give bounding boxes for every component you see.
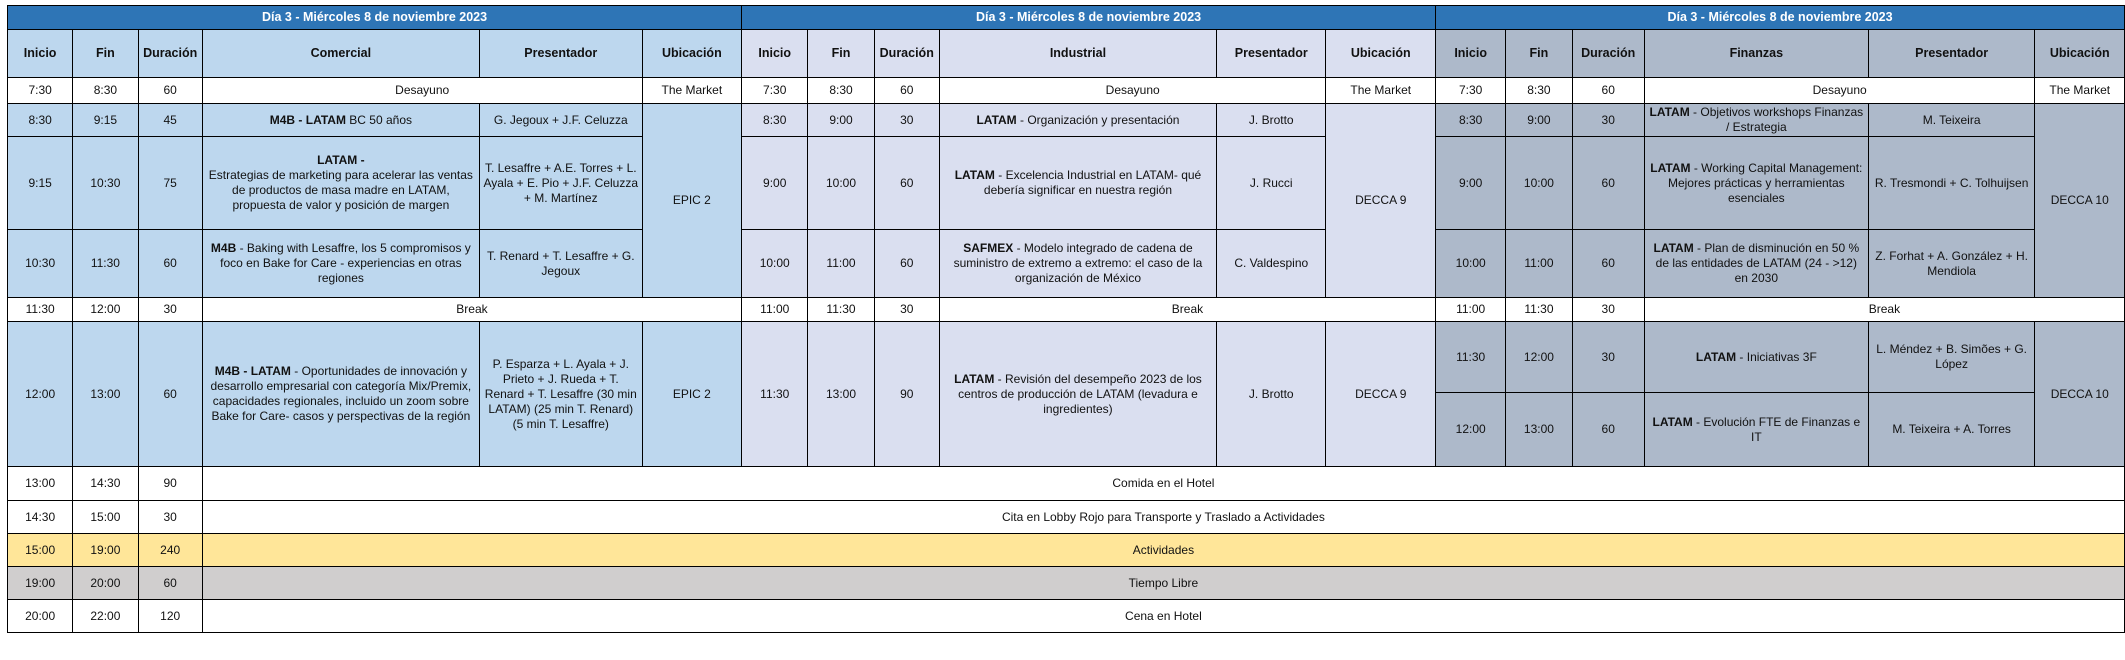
comercial-location: EPIC 2: [642, 104, 741, 298]
header-inicio: Inicio: [1436, 30, 1506, 78]
session-row: [8, 230, 2125, 298]
session-duration: 60: [138, 230, 202, 298]
actividades-start: 15:00: [8, 534, 73, 567]
break-end: 12:00: [73, 298, 138, 322]
desayuno-duration: 60: [138, 78, 202, 104]
session-start: 10:00: [1436, 230, 1506, 298]
topic-prefix: LATAM: [1695, 349, 1737, 364]
header-presentador: Presentador: [1868, 30, 2035, 78]
session-duration: 30: [1572, 322, 1644, 393]
desayuno-location: The Market: [1326, 78, 1436, 104]
header-fin: Fin: [73, 30, 138, 78]
topic-text: - Iniciativas 3F: [1736, 349, 1817, 364]
session-end: 10:00: [1506, 137, 1572, 230]
actividades-end: 19:00: [73, 534, 138, 567]
session-duration: 75: [138, 137, 202, 230]
comida-row: [8, 467, 2125, 501]
actividades-duration: 240: [138, 534, 202, 567]
session-topic: [939, 104, 1216, 137]
topic-prefix: M4B - LATAM: [214, 364, 291, 378]
topic-text: - Plan de disminución en 50 % de las entidades de LATAM (24 - >12) en 2030: [1655, 241, 1860, 285]
finanzas-location: DECCA 10: [2035, 322, 2125, 467]
header-duracion: Duración: [138, 30, 202, 78]
session-start: 11:30: [742, 322, 808, 467]
traslado-end: 15:00: [73, 501, 138, 534]
desayuno-label: Desayuno: [939, 78, 1326, 104]
session-end: 10:00: [808, 137, 874, 230]
traslado-duration: 30: [138, 501, 202, 534]
schedule-sheet: [7, 5, 2125, 633]
header-fin: Fin: [1506, 30, 1572, 78]
session-presenter: J. Brotto: [1217, 104, 1326, 137]
session-topic: [1644, 230, 1868, 298]
session-start: 8:30: [742, 104, 808, 137]
break-label: Break: [1644, 298, 2124, 322]
cena-end: 22:00: [73, 600, 138, 633]
session-end: 13:00: [808, 322, 874, 467]
session-duration: 30: [1572, 104, 1644, 137]
break-duration: 30: [1572, 298, 1644, 322]
session-presenter: J. Rucci: [1217, 137, 1326, 230]
session-topic: [939, 322, 1216, 467]
desayuno-start: 7:30: [1436, 78, 1506, 104]
desayuno-duration: 60: [874, 78, 939, 104]
session-duration: 60: [1572, 230, 1644, 298]
desayuno-row: [8, 78, 2125, 104]
header-inicio: Inicio: [742, 30, 808, 78]
cena-label: Cena en Hotel: [202, 600, 2124, 633]
traslado-start: 14:30: [8, 501, 73, 534]
header-fin: Fin: [808, 30, 874, 78]
session-duration: 60: [1572, 393, 1644, 467]
header-duracion: Duración: [874, 30, 939, 78]
topic-text: - Working Capital Management: Mejores prácticas y herramientas esenciales: [1667, 160, 1863, 205]
session-duration: 45: [138, 104, 202, 137]
topic-prefix: LATAM: [976, 112, 1017, 127]
break-duration: 30: [138, 298, 202, 322]
session-duration: 60: [1572, 137, 1644, 230]
session-start: 12:00: [8, 322, 73, 467]
desayuno-label: Desayuno: [202, 78, 642, 104]
topic-text: - Revisión del desempeño 2023 de los centros de producción de LATAM (levadura e ingredientes): [958, 371, 1202, 416]
header-finanzas: Finanzas: [1644, 30, 1868, 78]
topic-prefix: LATAM: [1650, 160, 1691, 175]
schedule-table: [7, 5, 2125, 633]
session-end: 9:15: [73, 104, 138, 137]
session-presenter: L. Méndez + B. Simões + G. López: [1868, 322, 2035, 393]
topic-text: Estrategias de marketing para acelerar las ventas de productos de masa madre en LATAM, propuesta de valor y posición de margen: [208, 168, 473, 212]
comida-end: 14:30: [73, 467, 138, 501]
break-label: Break: [939, 298, 1435, 322]
topic-text: - Excelencia Industrial en LATAM- qué debería significar en nuestra región: [983, 168, 1202, 197]
session-presenter: M. Teixeira + A. Torres: [1868, 393, 2035, 467]
topic-prefix: LATAM: [1649, 105, 1690, 119]
session-duration: 60: [138, 322, 202, 467]
desayuno-end: 8:30: [1506, 78, 1572, 104]
session-duration: 90: [874, 322, 939, 467]
session-end: 11:30: [73, 230, 138, 298]
topic-text: - Organización y presentación: [1016, 112, 1180, 127]
desayuno-start: 7:30: [742, 78, 808, 104]
tiempo-libre-end: 20:00: [73, 567, 138, 600]
comida-label: Comida en el Hotel: [202, 467, 2124, 501]
topic-prefix: LATAM: [954, 168, 995, 182]
topic-prefix: LATAM: [1652, 414, 1693, 429]
session-presenter: P. Esparza + L. Ayala + J. Prieto + J. Rueda + T. Renard + T. Lesaffre (30 min LATAM) (25 min T. Renard) (5 min T. Lesaffre): [479, 322, 642, 467]
actividades-label: Actividades: [202, 534, 2124, 567]
session-start: 8:30: [8, 104, 73, 137]
industrial-day-title: Día 3 - Miércoles 8 de noviembre 2023: [742, 6, 1436, 30]
topic-prefix: M4B: [210, 241, 237, 255]
session-start: 9:00: [742, 137, 808, 230]
session-start: 10:30: [8, 230, 73, 298]
topic-text: BC 50 años: [345, 112, 412, 127]
session-topic: [202, 322, 479, 467]
traslado-row: [8, 501, 2125, 534]
session-row: [8, 104, 2125, 137]
break-start: 11:30: [8, 298, 73, 322]
header-industrial: Industrial: [939, 30, 1216, 78]
header-presentador: Presentador: [1217, 30, 1326, 78]
header-ubicacion: Ubicación: [2035, 30, 2125, 78]
session-topic: [939, 137, 1216, 230]
session-end: 11:00: [1506, 230, 1572, 298]
topic-text: - Oportunidades de innovación y desarrollo empresarial con categoría Mix/Premix, capacidades regionales, incluido un zoom sobre Bake for Care- casos y perspectivas de la región: [210, 364, 472, 423]
session-topic: [1644, 104, 1868, 137]
desayuno-duration: 60: [1572, 78, 1644, 104]
topic-text: - Objetivos workshops Finanzas / Estrategia: [1689, 105, 1864, 134]
desayuno-end: 8:30: [73, 78, 138, 104]
session-end: 9:00: [808, 104, 874, 137]
comida-duration: 90: [138, 467, 202, 501]
topic-prefix: M4B - LATAM: [269, 112, 346, 127]
break-start: 11:00: [742, 298, 808, 322]
session-start: 9:15: [8, 137, 73, 230]
topic-prefix: LATAM: [1653, 241, 1694, 255]
session-start: 12:00: [1436, 393, 1506, 467]
session-start: 11:30: [1436, 322, 1506, 393]
comida-start: 13:00: [8, 467, 73, 501]
session-topic: [202, 137, 479, 230]
header-row: [8, 30, 2125, 78]
topic-text: - Evolución FTE de Finanzas e IT: [1692, 414, 1861, 444]
industrial-location: DECCA 9: [1326, 322, 1436, 467]
break-duration: 30: [874, 298, 939, 322]
cena-duration: 120: [138, 600, 202, 633]
traslado-label: Cita en Lobby Rojo para Transporte y Traslado a Actividades: [202, 501, 2124, 534]
session-presenter: R. Tresmondi + C. Tolhuijsen: [1868, 137, 2035, 230]
session-topic: [1644, 393, 1868, 467]
session-end: 10:30: [73, 137, 138, 230]
session-topic: [1644, 137, 1868, 230]
header-presentador: Presentador: [479, 30, 642, 78]
break-row: [8, 298, 2125, 322]
session-duration: 60: [874, 230, 939, 298]
topic-prefix: LATAM -: [317, 153, 365, 167]
session-start: 8:30: [1436, 104, 1506, 137]
tiempo-libre-duration: 60: [138, 567, 202, 600]
header-duracion: Duración: [1572, 30, 1644, 78]
session-presenter: G. Jegoux + J.F. Celuzza: [479, 104, 642, 137]
session-duration: 30: [874, 104, 939, 137]
tiempo-libre-row: [8, 567, 2125, 600]
session-topic: [939, 230, 1216, 298]
desayuno-end: 8:30: [808, 78, 874, 104]
desayuno-label: Desayuno: [1644, 78, 2035, 104]
header-ubicacion: Ubicación: [642, 30, 741, 78]
session-topic: [202, 104, 479, 137]
session-duration: 60: [874, 137, 939, 230]
topic-prefix: SAFMEX: [963, 241, 1014, 255]
break-label: Break: [202, 298, 741, 322]
session-start: 9:00: [1436, 137, 1506, 230]
cena-start: 20:00: [8, 600, 73, 633]
session-presenter: T. Lesaffre + A.E. Torres + L. Ayala + E. Pio + J.F. Celuzza + M. Martínez: [479, 137, 642, 230]
session-end: 9:00: [1506, 104, 1572, 137]
finanzas-day-title: Día 3 - Miércoles 8 de noviembre 2023: [1436, 6, 2125, 30]
session-topic: [1644, 322, 1868, 393]
desayuno-location: The Market: [2035, 78, 2125, 104]
session-presenter: J. Brotto: [1217, 322, 1326, 467]
title-row: [8, 6, 2125, 30]
topic-text: - Baking with Lesaffre, los 5 compromisos y foco en Bake for Care - experiencias en otras regiones: [220, 241, 471, 285]
break-start: 11:00: [1436, 298, 1506, 322]
session-presenter: T. Renard + T. Lesaffre + G. Jegoux: [479, 230, 642, 298]
comercial-day-title: Día 3 - Miércoles 8 de noviembre 2023: [8, 6, 742, 30]
break-end: 11:30: [1506, 298, 1572, 322]
comercial-location: EPIC 2: [642, 322, 741, 467]
finanzas-location: DECCA 10: [2035, 104, 2125, 298]
desayuno-location: The Market: [642, 78, 741, 104]
industrial-location: DECCA 9: [1326, 104, 1436, 298]
actividades-row: [8, 534, 2125, 567]
session-end: 11:00: [808, 230, 874, 298]
desayuno-start: 7:30: [8, 78, 73, 104]
cena-row: [8, 600, 2125, 633]
session-presenter: Z. Forhat + A. González + H. Mendiola: [1868, 230, 2035, 298]
header-ubicacion: Ubicación: [1326, 30, 1436, 78]
header-inicio: Inicio: [8, 30, 73, 78]
topic-prefix: LATAM: [954, 371, 995, 386]
session-topic: [202, 230, 479, 298]
session-row: [8, 322, 2125, 393]
session-row: [8, 137, 2125, 230]
header-comercial: Comercial: [202, 30, 479, 78]
tiempo-libre-label: Tiempo Libre: [202, 567, 2124, 600]
tiempo-libre-start: 19:00: [8, 567, 73, 600]
session-presenter: M. Teixeira: [1868, 104, 2035, 137]
break-end: 11:30: [808, 298, 874, 322]
session-presenter: C. Valdespino: [1217, 230, 1326, 298]
session-end: 12:00: [1506, 322, 1572, 393]
session-end: 13:00: [1506, 393, 1572, 467]
topic-text: - Modelo integrado de cadena de suministro de extremo a extremo: el caso de la organización de México: [953, 241, 1203, 285]
session-end: 13:00: [73, 322, 138, 467]
session-start: 10:00: [742, 230, 808, 298]
